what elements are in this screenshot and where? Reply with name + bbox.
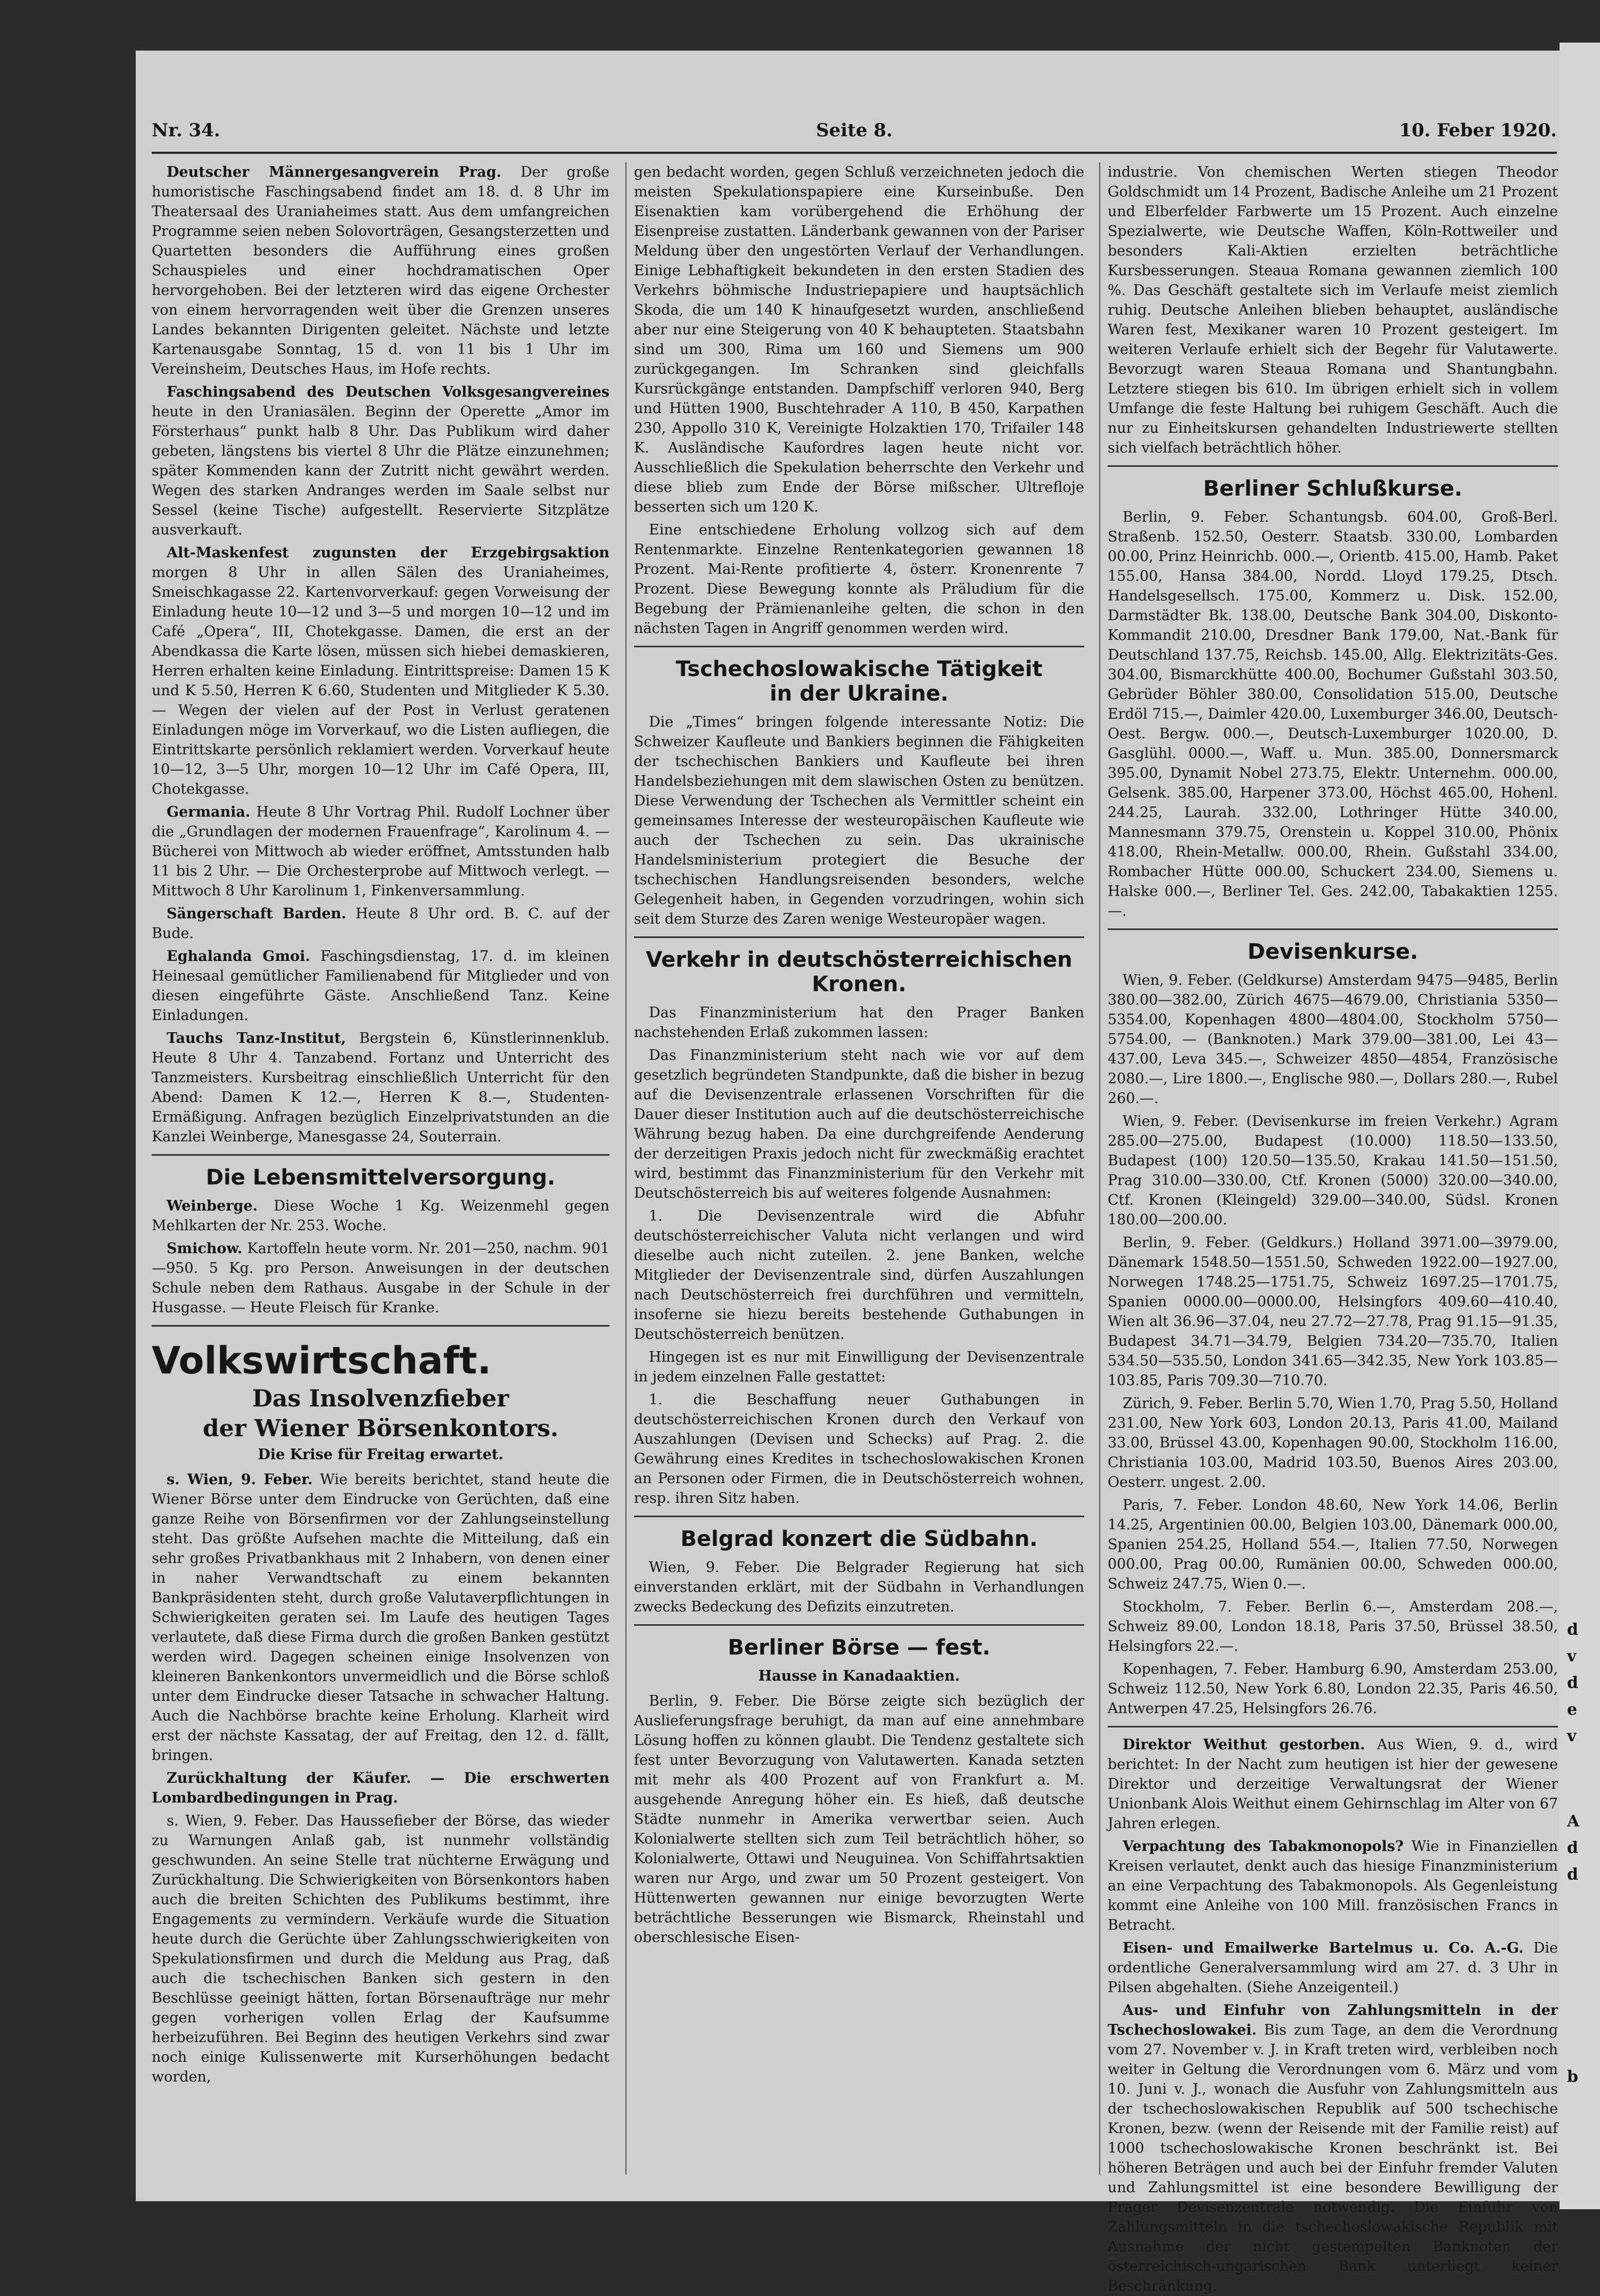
column-1 <box>152 162 609 2175</box>
price-list: Kopenhagen, 7. Feber. Hamburg 6.90, Amsterdam 253.00, Schweiz 112.50, New York 6.80, London 22.35, Paris 46.50, Antwerpen 47.25, Helsingfors 26.76. <box>1108 1661 1558 1717</box>
headline-kronen: Verkehr in deutschösterreichischen Kronen. <box>646 948 1073 997</box>
price-list: Berlin, 9. Feber. Schantungsb. 604.00, Groß-Berl. Straßenb. 152.50, Oesterr. Staatsb. 330.00, Lombarden 00.00, Prinz Heinrichb. 000.—, Orientb. 415.00, Hamb. Paket 155.00, Hansa 384.00, Nordd. Lloyd 179.25, Dtsch. Handelsgesellsch. 175.00, Kommerz u. Disk. 152.00, Darmstädter Bk. 138.00, Deutsche Bank 304.00, Diskonto-Kommandit 210.00, Dresdner Bank 179.00, Nat.-Bank für Deutschland 137.75, Reichsb. 145.00, Allg. Elektrizitäts-Ges. 304.00, Bismarckhütte 400.00, Bochumer Gußstahl 303.50, Gebrüder Böhler 380.00, Consolidation 515.00, Deutsche Erdöl 715.—, Daimler 420.00, Luxemburger 346.00, Deutsch-Oest. Bergw. 000.—, Deutsch-Luxemburger 1020.00, D. Gasglühl. 0000.—, Waff. u. Mun. 385.00, Donnersmarck 395.00, Dynamit Nobel 273.75, Elektr. Unternehm. 000.00, Gelsenk. 385.00, Harpener 373.00, Höchst 465.00, Hohenl. 244.25, Laurah. 332.00, Lothringer Hütte 340.00, Mannesmann 379.75, Orenstein u. Koppel 310.00, Phönix 418.00, Rhein-Metallw. 000.00, Rhein. Gußstahl 334.00, Rombacher Hütte 000.00, Schuckert 234.00, Siemens u. Halske 000.—, Berliner Tel. Ges. 242.00, Tabakaktien 1255.—. <box>1108 509 1558 919</box>
article-text: Aus Wien, 9. d., wird berichtet: In der Nacht zum heutigen ist hier der gewesene Direktor und derzeitige Verwaltungsrat der Wiener Unionbank Alois Weithut einem Gehirnschlag im Alter von 67 Jahren erlegen. <box>1108 1737 1558 1832</box>
section-rule <box>634 936 1084 938</box>
article-text: s. Wien, 9. Feber. Das Haussefieber der Börse, das wieder zu Warnungen Anlaß gab, ist nunmehr vollständig geschwunden. An seine Stelle trat nüchterne Erwägung und Zurückhaltung. Die Schwierigkeiten von Börsenkontors haben auch die breiten Schichten des Publikums bestimmt, ihre Engagements zu vermindern. Verkäufe wurde die Situation heute durch die Gerüchte über Zahlungsschwierigkeiten von Spekulationsfirmen und durch die Meldung aus Prag, daß auch die tschechischen Banken sich gestern in den Beschlüsse geeinigt hätten, fortan Börsenaufträge nur mehr gegen vorherigen vollen Erlag der Kaufsumme herbeizuführen. Bei Beginn des heutigen Verkehrs sind zwar noch einige Kulissenwerte mit Kurserhöhungen bedacht worden, <box>152 1813 609 2085</box>
price-list: Paris, 7. Feber. London 48.60, New York 14.06, Berlin 14.25, Argentinien 00.00, Belgien 103.00, Dänemark 000.00, Spanien 254.25, Holland 554.—, Italien 77.50, Norwegen 000.00, Prag 00.00, Rumänien 00.00, Schweden 000.00, Schweiz 247.75, Wien 0.—. <box>1108 1497 1558 1592</box>
article-text: gen bedacht worden, gegen Schluß verzeichneten jedoch die meisten Spekulationspapiere eine Kurseinbuße. Den Eisenaktien kam vorübergehend die Erhöhung der Eisenpreise zustatten. Länderbank gewannen von der Pariser Meldung über den ungestörten Verlauf der Verhandlungen. Einige Lebhaftigkeit bekundeten in den ersten Stadien des Verkehrs böhmische Industriepapiere und hauptsächlich Skoda, die um 140 K hinaufgesetzt wurden, anschließend aber nur eine Steigerung von 40 K behaupteten. Staatsbahn sind um 300, Rima um 160 und Siemens um 900 zurückgegangen. Im Schranken sind gleichfalls Kursrückgänge entstanden. Dampfschiff verloren 940, Berg und Hütten 1900, Buschtehrader A 110, B 450, Karpathen 230, Appollo 310 K, Vereinigte Holzaktien 170, Trifailer 148 K. Ausländische Kaufordres lagen heute nicht vor. Ausschließlich die Spekulation beherrschte den Verkehr und diese blieb zum Ende der Börse mißscher. Ultrefloje besserten sich um 120 K. <box>634 164 1084 515</box>
article-head: Smichow. <box>167 1240 243 1257</box>
price-list: Zürich, 9. Feber. Berlin 5.70, Wien 1.70, Prag 5.50, Holland 231.00, New York 603, London 20.13, Paris 41.00, Mailand 33.00, Brüssel 43.00, Kopenhagen 90.00, Stockholm 116.00, Christiania 103.00, Madrid 103.50, Buenos Aires 203.00, Oesterr. ungest. 2.00. <box>1108 1395 1558 1491</box>
article-head: Alt-Maskenfest zugunsten der Erzgebirgsaktion <box>167 545 609 561</box>
article-head: Eghalanda Gmoi. <box>167 948 310 965</box>
adjacent-page-letter: d <box>1567 1674 1578 1692</box>
page-number: Seite 8. <box>816 120 893 141</box>
adjacent-page-letter: A <box>1567 1812 1580 1831</box>
adjacent-page-edge <box>1560 43 1600 2209</box>
section-title-lebensmittel: Die Lebensmittelversorgung. <box>205 1165 556 1190</box>
article-text: Wie in Finanziellen Kreisen verlautet, denkt auch das hiesige Finanzministerium an eine Verpachtung des Tabakmonopols. Als Gegenleistung kommt eine Anleihe von 100 Mill. französischen Francs in Betracht. <box>1108 1838 1558 1933</box>
adjacent-page-letter: d <box>1567 1839 1578 1857</box>
section-rule <box>1108 928 1558 930</box>
article-text: 1. Die Devisenzentrale wird die Abfuhr deutschösterreichischer Valuta nicht verlangen und wird dieselbe auch nicht zuteilen. 2. jene Banken, welche Mitglieder der Devisenzentrale sind, dürfen Auszahlungen nach Deutschösterreich frei durchführen und vermitteln, insoferne sie hiezu bereits bestehende Guthabungen in Deutschösterreich benützen. <box>634 1208 1084 1343</box>
newspaper-page <box>136 51 1573 2294</box>
section-rule <box>152 1325 609 1327</box>
adjacent-page-letter: d <box>1567 1865 1578 1884</box>
article-text: morgen 8 Uhr in allen Sälen des Uraniaheimes, Smeischkagasse 22. Kartenvorverkauf: gegen Vorweisung der Einladung heute 10—12 und 3—5 und morgen 10—12 und im Café „Opera“, III, Chotekgasse. Damen, die erst an der Abendkassa die Karte lösen, müssen sich hiebei demaskieren, Herren erhalten keine Einladung. Eintrittspreise: Damen 15 K und K 5.50, Herren K 6.60, Studenten und Mitglieder K 5.30. — Wegen der vielen auf der Post in Verlust geratenen Einladungen möge im Vorverkauf, wo die Listen aufliegen, die Eintrittskarte persönlich reklamiert werden. Vorverkauf heute 10—12, 3—5 Uhr, morgen 10—12 Uhr im Café Opera, III, Chotekgasse. <box>152 564 609 797</box>
column-3 <box>1099 162 1558 2294</box>
headline-schlusskurse: Berliner Schlußkurse. <box>1203 476 1463 501</box>
article-text: Die „Times“ bringen folgende interessante Notiz: Die Schweizer Kaufleute und Bankiers beginnen die Fähigkeiten der tschechischen Bankiers und Kaufleute bei ihren Handelsbeziehungen mit dem slawischen Osten zu benützen. Diese Verwendung der Tschechen als Vermittler scheint ein gemeinsames Interesse der westeuropäischen Kaufleute wie auch der Tschechen zu sein. Das ukrainische Handelsministerium protegiert die Besuche der tschechischen Handlungsreisenden besonders, welche Gelegenheit haben, in Gegenden vorzudringen, wohin sich seit dem Sturze des Zaren wenige Westeuropäer wagen. <box>634 714 1084 927</box>
article-head: Germania. <box>167 804 251 820</box>
article-head: Weinberge. <box>167 1198 258 1214</box>
article-head: Eisen- und Emailwerke Bartelmus u. Co. A.-G. <box>1123 1940 1524 1956</box>
price-list: Berlin, 9. Feber. (Geldkurs.) Holland 3971.00—3979.00, Dänemark 1548.50—1551.50, Schweden 1922.00—1927.00, Norwegen 1748.25—1751.75, Schweiz 1697.25—1701.75, Spanien 0000.00—0000.00, Helsingfors 409.60—410.40, Wien alt 36.96—37.04, neu 27.72—27.78, Prag 91.15—91.35, Budapest 34.71—34.79, Belgien 734.20—735.70, Italien 534.50—535.50, London 341.65—342.35, New York 103.85—103.85, Paris 709.30—710.70. <box>1108 1235 1558 1389</box>
issue-date: 10. Feber 1920. <box>1399 120 1557 141</box>
article-text: industrie. Von chemischen Werten stiegen Theodor Goldschmidt um 14 Prozent, Badische Anleihe um 21 Prozent und Elberfelder Farbwerte um 15 Prozent. Auch einzelne Spezialwerte, wie Deutsche Waffen, Köln-Rottweiler und besonders Kali-Aktien erzielten beträchtliche Kursbesserungen. Steaua Romana gewannen ziemlich 100 %. Das Geschäft gestaltete sich im Verlaufe meist ziemlich ruhig. Deutsche Anleihen blieben behauptet, ausländische Waren fest, Mexikaner waren 10 Prozent gesteigert. Im weiteren Verlaufe erhielt sich der Begehr für Valutawerte. Bevorzugt waren Steaua Romana und Shantungbahn. Letztere stiegen bis 610. Im übrigen erhielt sich in vollem Umfange die feste Haltung bei ruhigem Geschäft. Auch die nur zu Einheitskursen gehandelten Industriewerte stellten sich vielfach beträchtlich höher. <box>1108 164 1558 456</box>
issue-number: Nr. 34. <box>152 120 220 141</box>
article-text: Heute 8 Uhr Vortrag Phil. Rudolf Lochner über die „Grundlagen der modernen Frauenfrage“, Karolinum 4. — Bücherei von Mittwoch ab wieder eröffnet, Amtsstunden halb 11 bis 2 Uhr. — Die Orchesterprobe auf Mittwoch verlegt. — Mittwoch 8 Uhr Karolinum 1, Finkenversammlung. <box>152 804 609 899</box>
article-head: Verpachtung des Tabakmonopols? <box>1123 1838 1404 1855</box>
dateline: s. Wien, 9. Feber. <box>167 1471 313 1488</box>
article-head: Sängerschaft Barden. <box>167 906 347 922</box>
section-rule <box>634 646 1084 647</box>
adjacent-page-letter: v <box>1567 1647 1577 1666</box>
article-text: Die ordentliche Generalversammlung wird am 27. d. 3 Uhr in Pilsen abgehalten. (Siehe Anzeigenteil.) <box>1108 1940 1558 1996</box>
article-head: Aus- und Einfuhr von Zahlungsmitteln in der Tschechoslowakei. <box>1108 2002 1558 2038</box>
headline: der Wiener Börsenkontors. <box>202 1415 559 1442</box>
headline-ukraine <box>634 657 1084 706</box>
headline-line: Tschechoslowakische Tätigkeit <box>675 657 1043 681</box>
adjacent-page-letter: e <box>1567 1700 1578 1719</box>
article-text: 1. die Beschaffung neuer Guthabungen in deutschösterreichischen Kronen durch den Verkauf von Auszahlungen (Devisen und Schecks) auf Prag. 2. die Gewährung eines Kredites in tschechoslowakischen Kronen an Personen oder Firmen, die in Deutschösterreich wohnen, resp. ihren Sitz haben. <box>634 1392 1084 1507</box>
headline-belgrad: Belgrad konzert die Südbahn. <box>680 1527 1038 1551</box>
article-text: Diese Woche 1 Kg. Weizenmehl gegen Mehlkarten der Nr. 253. Woche. <box>152 1198 609 1234</box>
adjacent-page-letter: d <box>1567 1620 1578 1639</box>
section-rule <box>1108 465 1558 467</box>
header-rule <box>152 152 1557 154</box>
headline: Das Insolvenzfieber <box>252 1385 509 1412</box>
article-text: Bergstein 6, Künstlerinnenklub. Heute 8 Uhr 4. Tanzabend. Fortanz und Unterricht des Tanzmeisters. Kursbeitrag einschließlich Unterricht für den Abend: Damen K 12.—, Herren K 8.—, Studenten-Ermäßigung. Anfragen bezüglich Einzelprivatstunden an die Kanzlei Weinberge, Manesgasse 24, Souterrain. <box>152 1030 609 1145</box>
article-text: Das Finanzministerium hat den Prager Banken nachstehenden Erlaß zukommen lassen: <box>634 1005 1084 1041</box>
article-text: Faschingsdienstag, 17. d. im kleinen Heinesaal gemütlicher Familienabend für Mitglieder und von diesen eingeführte Gäste. Anschließend Tanz. Keine Einladungen. <box>152 948 610 1024</box>
article-head: Faschingsabend des Deutschen Volksgesangvereines <box>167 384 609 400</box>
column-2 <box>625 162 1084 2175</box>
article-head: Deutscher Männergesangverein Prag. <box>167 164 501 180</box>
section-rule <box>152 1154 609 1156</box>
headline-berliner-boerse: Berliner Börse — fest. <box>728 1635 991 1660</box>
headline-devisenkurse: Devisenkurse. <box>1247 940 1418 964</box>
article-text: Bis zum Tage, an dem die Verordnung vom 27. November v. J. in Kraft treten wird, verbleiben noch weiter in Geltung die Verordnungen vom 6. März und vom 10. Juni v. J., wonach die Ausfuhr von Zahlungsmitteln aus der tschechoslowakischen Republik auf 500 tschechische Kronen, bezw. (wenn der Reisende mit der Familie reist) auf 1000 tschechoslowakische Kronen beschränkt ist. Bei höheren Beträgen und auch bei der Einfuhr fremder Valuten und Zahlungsmittel ist eine besondere Bewilligung der Prager Devisenzentrale notwendig. Die Einfuhr von Zahlungsmitteln in die tschechoslowakische Republik mit Ausnahme der nicht gestempelten Banknoten der österreichisch-ungarischen Bank unterliegt keiner Beschränkung. <box>1108 2022 1558 2294</box>
section-rule <box>1108 1726 1558 1727</box>
article-text: heute in den Uraniasälen. Beginn der Operette „Amor im Försterhaus“ punkt halb 8 Uhr. Das Publikum wird daher gebeten, längstens bis viertel 8 Uhr die Plätze einzunehmen; später Kommenden kann der Zutritt nicht gewährt werden. Wegen des starken Andranges werden im Saale selbst nur Sessel (keine Tische) aufgestellt. Reservierte Sitzplätze ausverkauft. <box>152 404 609 538</box>
headline-line: in der Ukraine. <box>770 681 949 706</box>
price-list: Wien, 9. Feber. (Geldkurse) Amsterdam 9475—9485, Berlin 380.00—382.00, Zürich 4675—4679.00, Christiania 5350—5354.00, Kopenhagen 4800—4804.00, Stockholm 5750—5754.00, — (Banknoten.) Mark 379.00—381.00, Lei 43—437.00, Leva 345.—, Schweizer 4850—4854, Französische 2080.—, Lire 1800.—, Englische 980.—, Dollars 280.—, Rubel 260.—. <box>1108 972 1558 1107</box>
page-header <box>152 120 1557 152</box>
article-text: Das Finanzministerium steht nach wie vor auf dem gesetzlich begründeten Standpunkte, daß die bisher in bezug auf die Devisenzentrale erlassenen Vorschriften für die Dauer dieser Institution auch auf die deutschösterreichische Währung bezug haben. Da eine durchgreifende Aenderung der derzeitigen Praxis jedoch nicht für zweckmäßig erachtet wird, bestimmt das Finanzministerium für den Verkehr mit Deutschösterreich bis auf weiteres folgende Ausnahmen: <box>634 1047 1084 1202</box>
article-text: Wien, 9. Feber. Die Belgrader Regierung hat sich einverstanden erklärt, mit der Südbahn in Verhandlungen zwecks Bedeckung des Defizits einzutreten. <box>634 1559 1084 1615</box>
price-list: Stockholm, 7. Feber. Berlin 6.—, Amsterdam 208.—, Schweiz 89.00, London 18.18, Paris 37.50, Brüssel 38.50, Helsingfors 22.—. <box>1108 1599 1558 1655</box>
article-text: Berlin, 9. Feber. Die Börse zeigte sich bezüglich der Auslieferungsfrage beruhigt, da man auf eine annehmbare Lösung hoffen zu können glaubt. Die Tendenz gestaltete sich fest unter Bevorzugung von Valutawerten. Kanada setzten mit mehr als 400 Prozent auf von Frankfurt a. M. ausgehende Anregung höher ein. Es hieß, daß deutsche Städte nunmehr in Amerika verwertbar seien. Auch Kolonialwerte stellten sich zum Teil beträchtlich höher, so Kolonialwerte, Ottawi und Neuguinea. Von Schiffahrtsaktien waren nur Argo, und zwar um 50 Prozent gesteigert. Von Hüttenwerten gewannen nur einige bevorzugten Werte beträchtliche Besserungen wie Bismarck, Rheinstahl und oberschlesische Eisen- <box>634 1693 1084 1946</box>
article-head: Zurückhaltung der Käufer. — Die erschwerten Lombardbedingungen in Prag. <box>152 1770 609 1806</box>
section-title-volkswirtschaft: Volkswirtschaft. <box>152 1339 492 1382</box>
adjacent-page-letter: b <box>1567 2068 1578 2086</box>
article-text: Heute 8 Uhr ord. B. C. auf der Bude. <box>152 906 609 942</box>
article-text: Kartoffeln heute vorm. Nr. 201—250, nachm. 901—950. 5 Kg. pro Person. Anweisungen in der deutschen Schule neben dem Rathaus. Ausgabe in der Schule in der Husgasse. — Heute Fleisch für Kranke. <box>152 1240 609 1316</box>
subheadline: Die Krise für Freitag erwartet. <box>258 1446 504 1463</box>
article-text: Der große humoristische Faschingsabend findet am 18. d. 8 Uhr im Theatersaal des Uraniaheimes statt. Aus dem umfangreichen Programme seien neben Solovorträgen, Gesangsterzetten und Quartetten besonders die Aufführung eines großen Schauspieles und einer hochdramatischen Oper hervorgehoben. Bei der letzteren wird das eigene Orchester von einem hervorragenden weit über die Grenzen unseres Landes bekannten Dirigenten geleitet. Nächste und letzte Kartenausgabe Sonntag, 15 d. von 11 bis 1 Uhr im Vereinsheim, Deutsches Haus, im Hofe rechts. <box>152 164 610 377</box>
article-text: Eine entschiedene Erholung vollzog sich auf dem Rentenmarkte. Einzelne Rentenkategorien gewannen 18 Prozent. Mai-Rente profitierte 4, österr. Kronenrente 7 Prozent. Diese Bewegung konnte als Präludium für die Begebung der Prämienanleihe gelten, die schon in den nächsten Tagen in Angriff genommen werden wird. <box>634 522 1084 637</box>
article-head: Tauchs Tanz-Institut, <box>167 1030 347 1047</box>
article-text: Hingegen ist es nur mit Einwilligung der Devisenzentrale in jedem einzelnen Falle gestattet: <box>634 1349 1084 1385</box>
price-list: Wien, 9. Feber. (Devisenkurse im freien Verkehr.) Agram 285.00—275.00, Budapest (10.000) 118.50—133.50, Budapest (100) 120.50—135.50, Krakau 141.50—151.50, Prag 310.00—330.00, Ctf. Kronen (5000) 320.00—340.00, Ctf. Kronen (Kleingeld) 329.00—340.00, Südsl. Kronen 180.00—200.00. <box>1108 1113 1558 1228</box>
subheadline: Hausse in Kanadaaktien. <box>758 1668 960 1684</box>
article-head: Direktor Weithut gestorben. <box>1123 1737 1365 1753</box>
adjacent-page-letter: v <box>1567 1727 1577 1746</box>
article-text: Wie bereits berichtet, stand heute die Wiener Börse unter dem Eindrucke von Gerüchten, daß eine ganze Reihe von Börsenfirmen vor der Zahlungseinstellung steht. Das größte Aufsehen machte die Mitteilung, daß ein sehr großes Privatbankhaus mit 2 Inhabern, von denen einer in naher Verwandtschaft zu einem bekannten Bankpräsidenten steht, durch große Valutaverpflichtungen in Schwierigkeiten geraten sei. Im Laufe des heutigen Tages verlautete, daß diese Firma durch die großen Banken gestützt werden wird. Dagegen scheinen einige Insolvenzen von kleineren Bankenkontors unvermeidlich und die Börse schloß unter dem Eindrucke dieser Tatsache in schwacher Haltung. Auch die Nachbörse brachte keine Erholung. Klarheit wird erst der nächste Kassatag, der auf Freitag, den 12. d. fällt, bringen. <box>152 1471 610 1764</box>
section-rule <box>634 1516 1084 1517</box>
section-rule <box>634 1624 1084 1626</box>
